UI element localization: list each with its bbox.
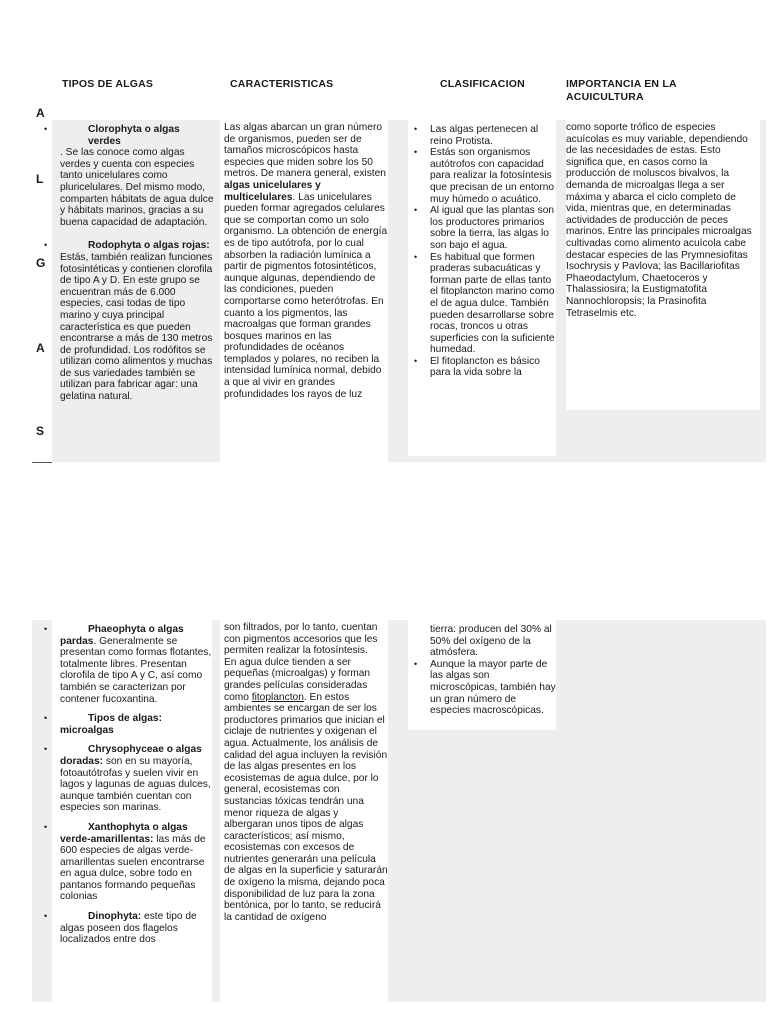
tipo-title: Dinophyta: [88,911,142,923]
tipo-xanthophyta [44,822,212,903]
clasificacion-column-page1 [414,124,556,454]
header-importancia: IMPORTANCIA EN LA ACUICULTURA [566,78,677,103]
tipo-phaeophyta [44,624,212,705]
tipos-column-page2 [44,624,212,1000]
caracteristicas-p2a: En agua dulce tienden a ser pequeñas (microalgas) y forman grandes películas consideradas como [224,656,371,703]
fitoplancton-link[interactable]: fitoplancton [251,691,304,703]
caracteristicas-p2b: . En estos ambientes se encargan de ser los productores primarios que inician el ciclaje de nutrientes y oxigenan el agua. Actualmente, los análisis de calidad del agua incluyen la revisión de las algas presentes en los ecosistemas de agua dulce, por lo general, ecosistemas con sustancias tóxicas tendrán una menor riqueza de algas y albergaran unos tipos de algas característicos; así mismo, ecosistemas con excesos de nutrientes generarán una película de algas en la superficie y saturarán de oxígeno la misma, dejando poca disponibilidad de luz para la zona bentónica, por lo tanto, se reducirá la cantidad de oxígeno [224,691,388,923]
tipo-title: Chrysophyceae o algas doradas: [60,744,202,767]
tipos-column-page1 [44,124,214,411]
clasificacion-item: • Al igual que las plantas son los productores primarios sobre la tierra, las algas lo son bajo el agua. [414,205,556,251]
caracteristicas-column-page2 [224,622,388,1000]
tipo-chrysophyceae [44,744,212,814]
side-separator [32,462,52,463]
clasificacion-item: • Aunque la mayor parte de las algas son microscópicas, también hay un gran número de especies macroscópicas. [414,659,556,717]
tipo-clorophyta [44,124,214,228]
side-letter-l: L [36,172,44,186]
tipo-text: son en su mayoría, fotoautótrofas y suelen vivir en lagos y lagunas de aguas dulces, aunque también cuentan con especies son marinas. [60,755,211,814]
tipo-title: Phaeophyta o algas pardas [60,624,184,647]
caracteristicas-bold: algas unicelulares y multicelulares [224,179,321,203]
importancia-column-page1 [566,122,760,319]
side-letter-a1: A [36,106,45,120]
tipo-title: Tipos de algas: microalgas [60,713,162,736]
caracteristicas-p1: son filtrados, por lo tanto, cuentan con pigmentos accesorios que les permiten realizar la fotosíntesis. [224,622,378,657]
tipo-dinophyta [44,911,212,946]
tipo-title: Xanthophyta o algas verde-amarillentas: [60,821,188,845]
tipo-rodophyta [44,240,214,402]
clasificacion-item: • Estás son organismos autótrofos con capacidad para realizar la fotosíntesis que precisan de un entorno muy húmedo o acuático. [414,147,556,205]
header-caracteristicas: CARACTERISTICAS [230,78,334,90]
tipo-microalgas [44,713,212,736]
header-tipos: TIPOS DE ALGAS [62,78,154,90]
tipo-title: • Rodophyta o algas rojas: [88,240,210,252]
tipo-text: este tipo de algas poseen dos flagelos localizados entre dos [60,911,197,946]
clasificacion-item: • El fitoplancton es básico para la vida sobre la [414,356,556,379]
importancia-text: como soporte trófico de especies acuícolas es muy variable, dependiendo de las necesidades de estas. Esto significa que, en casos como la producción de moluscos bivalvos, la demanda de microalgas llega a ser máxima y abarca el ciclo completo de vida, mientras que, en determinadas actividades de producción de peces marinos. Entre las principales microalgas cultivadas como alimento acuícola cabe destacar especies de las Prymnesiofitas Isochrysis y Pavlova; las Bacillariofitas Phaeodactylum, Chaetoceros y Thalassiosira; la Eustigmatofita Nannochloropsis; la Prasinofita Tetraselmis etc. [566,122,752,319]
caracteristicas-column-page1 [224,122,388,460]
tipo-text: . Se las conoce como algas verdes y cuenta con especies tanto unicelulares como pluricelulares. Del mismo modo, comparten hábitats de agua dulce y hábitats marinos, gracias a su buena capacidad de adaptación. [60,147,214,228]
clasificacion-item: • Es habitual que formen praderas subacuáticas y forman parte de ellas tanto el fitoplancton marino como el de agua dulce. También pueden desarrollarse sobre rocas, troncos u otras superficies con la suficiente humedad. [414,252,556,356]
tipo-text: . Generalmente se presentan como formas flotantes, totalmente libres. Presentan clorofila de tipo A y C, así como también se caracterizan por contener fucoxantina. [60,635,212,705]
side-letter-g: G [36,256,46,270]
tipo-title: • Clorophyta o algas verdes [88,124,180,147]
clasificacion-continuation: tierra: producen del 30% al 50% del oxígeno de la atmósfera. [430,624,552,659]
tipo-text: las más de 600 especies de algas verde-amarillentas suelen encontrarse en agua dulce, sobre todo en pantanos formando pequeñas colonias [60,833,206,903]
caracteristicas-text: Las algas abarcan un gran número de organismos, pueden ser de tamaños microscópicos hasta especies que miden sobre los 50 metros. De manera general, existen [224,122,386,180]
clasificacion-item: • Las algas pertenecen al reino Protista. [414,124,556,147]
tipo-text: Estás, también realizan funciones fotosintéticas y contienen clorofila de tipo A y D. En este grupo se encuentran más de 6.000 especies, casi todas de tipo marino y cuya principal característica es que pueden encontrarse a más de 130 metros de profundidad. Los rodófitos se utilizan como alimentos y muchas de sus variedades también se utilizan para fabricar agar: una gelatina natural. [60,251,213,403]
side-letter-s: S [36,424,45,438]
caracteristicas-text-2: . Las unicelulares pueden formar agregados celulares que se comportan como un solo organismo. La obtención de energía es de tipo autótrofa, por lo cual absorben la radiación lumínica a partir de pigmentos fotosintéticos, aunque algunas, dependiendo de las condiciones, pueden comportarse como heterótrofas. En cuanto a los pigmentos, las macroalgas que forman grandes bosques marinos en las profundidades de océanos templados y polares, no reciben la intensidad lumínica normal, debido a que al vivir en grandes profundidades los rayos de luz [224,191,388,400]
clasificacion-column-page2 [414,624,556,717]
side-letter-a2: A [36,341,45,355]
header-clasificacion: CLASIFICACION [440,78,525,90]
